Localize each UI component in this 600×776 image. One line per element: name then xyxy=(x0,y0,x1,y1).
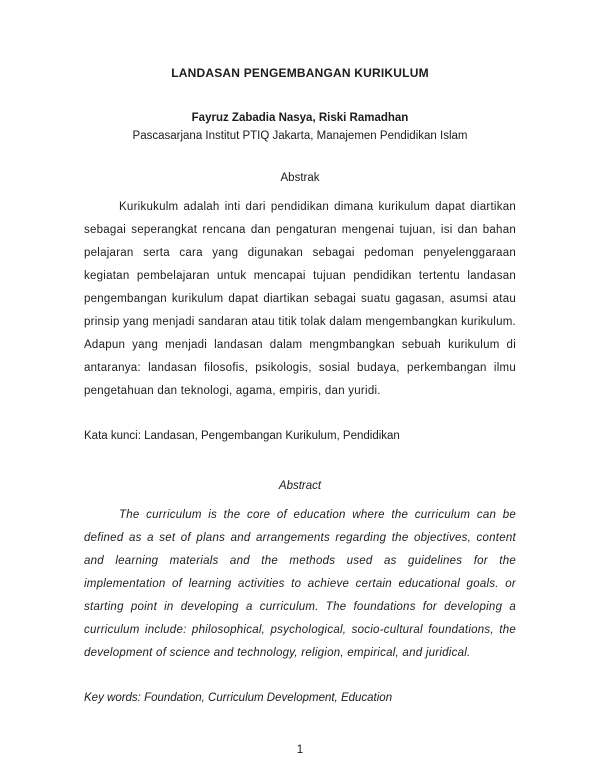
paper-authors: Fayruz Zabadia Nasya, Riski Ramadhan xyxy=(191,112,409,124)
paper-title: LANDASAN PENGEMBANGAN KURIKULUM xyxy=(171,66,429,80)
paper-affiliation: Pascasarjana Institut PTIQ Jakarta, Manajemen Pendidikan Islam xyxy=(132,130,468,142)
abstrak-heading: Abstrak xyxy=(280,172,320,184)
page-number: 1 xyxy=(296,744,304,756)
keywords-english: Key words: Foundation, Curriculum Development, Education xyxy=(84,692,393,704)
abstract-body-text: The curriculum is the core of education where the curriculum can be defined as a set of plans and arrangements regarding the objectives, content and learning materials and the methods used as guidelines for the implementation of learning activities to achieve certain educational goals. or starting point in developing a curriculum. The foundations for developing a curriculum include: philosophical, psychological, socio-cultural foundations, the development of science and technology, religion, empirical, and juridical. xyxy=(84,509,516,659)
abstract-heading: Abstract xyxy=(278,480,322,492)
keywords-indonesian: Kata kunci: Landasan, Pengembangan Kurikulum, Pendidikan xyxy=(84,430,400,442)
abstrak-body-text: Kurikukulm adalah inti dari pendidikan dimana kurikulum dapat diartikan sebagai seperangkat rencana dan pengaturan mengenai tujuan, isi dan bahan pelajaran serta cara yang digunakan sebagai pedoman penyelenggaraan kegiatan pembelajaran untuk mencapai tujuan pendidikan tertentu landasan pengembangan kurikulum dapat diartikan sebagai suatu gagasan, asumsi atau prinsip yang menjadi sandaran atau titik tolak dalam mengembangkan kurikulum. Adapun yang menjadi landasan dalam mengmbangkan sebuah kurikulum di antaranya: landasan filosofis, psikologis, sosial budaya, perkembangan ilmu pengetahuan dan teknologi, agama, empiris, dan yuridi. xyxy=(84,201,516,397)
